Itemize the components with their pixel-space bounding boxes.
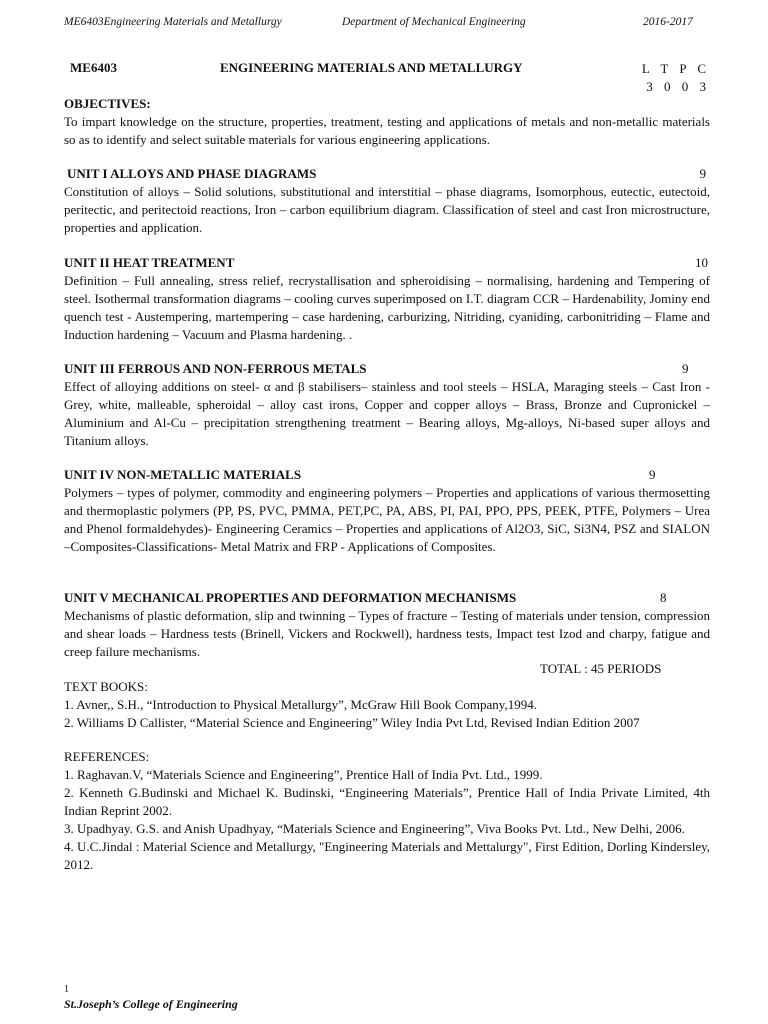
header-department: Department of Mechanical Engineering: [342, 16, 526, 28]
reference-item: 4. U.C.Jindal : Material Science and Metallurgy, "Engineering Materials and Mettalurgy", First Edition, Dorling Kindersley, 2012.: [64, 839, 710, 872]
unit-2-section: [64, 254, 710, 344]
ltpc-label: L T P C: [641, 61, 710, 76]
unit-1-heading: UNIT I ALLOYS AND PHASE DIAGRAMS: [67, 166, 317, 181]
unit-5-heading: UNIT V MECHANICAL PROPERTIES AND DEFORMATION MECHANISMS: [64, 590, 517, 605]
unit-2-text: Definition – Full annealing, stress relief, recrystallisation and spheroidising – normalising, hardening and Tempering of steel. Isothermal transformation diagrams – cooling curves superimposed on I.T. diagram CCR – Hardenability, Jominy end quench test - Austempering, martempering – case hardening, carburizing, Nitriding, cyaniding, carbonitriding – Flame and Induction hardening – Vacuum and Plasma hardening. .: [64, 273, 710, 342]
unit-3-text: Effect of alloying additions on steel- α and β stabilisers– stainless and tool steels – HSLA, Maraging steels – Cast Iron - Grey, white, malleable, spheroidal – alloy cast irons, Copper and copper alloys – Brass, Bronze and Cupronickel – Aluminium and Al-Cu – precipitation strengthening treatment – Bearing alloys, Mg-alloys, Ni-based super alloys and Titanium alloys.: [64, 379, 710, 448]
unit-1-hours: 9: [699, 166, 706, 181]
textbooks-heading: TEXT BOOKS:: [64, 679, 148, 694]
reference-item: 1. Raghavan.V, “Materials Science and Engineering”, Prentice Hall of India Pvt. Ltd., 1999.: [64, 767, 543, 782]
unit-4-section: [64, 466, 710, 556]
reference-item: 2. Kenneth G.Budinski and Michael K. Budinski, “Engineering Materials”, Prentice Hall of India Private Limited, 4th Indian Reprint 2002.: [64, 785, 710, 818]
ltpc-values: 3 0 0 3: [646, 79, 710, 94]
references-section: [64, 748, 710, 874]
reference-item: 3. Upadhyay. G.S. and Anish Upadhyay, “Materials Science and Engineering”, Viva Books Pvt. Ltd., New Delhi, 2006.: [64, 821, 685, 836]
unit-4-hours: 9: [649, 467, 656, 482]
objectives-text: To impart knowledge on the structure, properties, treatment, testing and applications of metals and non-metallic materials so as to identify and select suitable materials for various engineering applications.: [64, 114, 710, 147]
unit-1-text: Constitution of alloys – Solid solutions, substitutional and interstitial – phase diagrams, Isomorphous, eutectic, eutectoid, peritectic, and peritectoid reactions, Iron – carbon equilibrium diagram. Classification of steel and cast Iron microstructure, properties and application.: [64, 184, 710, 235]
unit-3-heading: UNIT III FERROUS AND NON-FERROUS METALS: [64, 361, 367, 376]
course-title: ENGINEERING MATERIALS AND METALLURGY: [220, 60, 523, 75]
unit-5-hours: 8: [660, 590, 667, 605]
header-year: 2016-2017: [643, 16, 693, 28]
header-course-ref: ME6403Engineering Materials and Metallurgy: [64, 16, 282, 28]
textbook-item: 1. Avner,, S.H., “Introduction to Physical Metallurgy”, McGraw Hill Book Company,1994.: [64, 697, 537, 712]
references-heading: REFERENCES:: [64, 749, 150, 764]
ltpc-block: [642, 60, 710, 96]
page-number: 1: [64, 984, 69, 995]
unit-2-hours: 10: [695, 255, 708, 270]
textbook-item: 2. Williams D Callister, “Material Science and Engineering” Wiley India Pvt Ltd, Revised Indian Edition 2007: [64, 715, 640, 730]
unit-5-section: [64, 589, 710, 661]
course-code: ME6403: [70, 60, 117, 75]
textbooks-section: [64, 678, 710, 732]
unit-3-hours: 9: [682, 361, 689, 376]
unit-4-heading: UNIT IV NON-METALLIC MATERIALS: [64, 467, 302, 482]
total-periods: TOTAL : 45 PERIODS: [540, 661, 662, 676]
unit-1-section: [64, 165, 710, 237]
unit-5-text: Mechanisms of plastic deformation, slip and twinning – Types of fracture – Testing of materials under tension, compression and shear loads – Hardness tests (Brinell, Vickers and Rockwell), hardness tests, Impact test Izod and charpy, fatigue and creep failure mechanisms.: [64, 608, 710, 659]
unit-2-heading: UNIT II HEAT TREATMENT: [64, 255, 235, 270]
objectives-heading: OBJECTIVES:: [64, 96, 151, 111]
unit-4-text: Polymers – types of polymer, commodity and engineering polymers – Properties and applications of various thermosetting and thermoplastic polymers (PP, PS, PVC, PMMA, PET,PC, PA, ABS, PI, PAI, PPO, PPS, PEEK, PTFE, Polymers – Urea and Phenol formaldehydes)- Engineering Ceramics – Properties and applications of Al2O3, SiC, Si3N4, PSZ and SIALON –Composites-Classifications- Metal Matrix and FRP - Applications of Composites.: [64, 485, 710, 554]
college-name: St.Joseph’s College of Engineering: [64, 997, 238, 1011]
objectives-section: [64, 95, 710, 149]
unit-3-section: [64, 360, 710, 450]
